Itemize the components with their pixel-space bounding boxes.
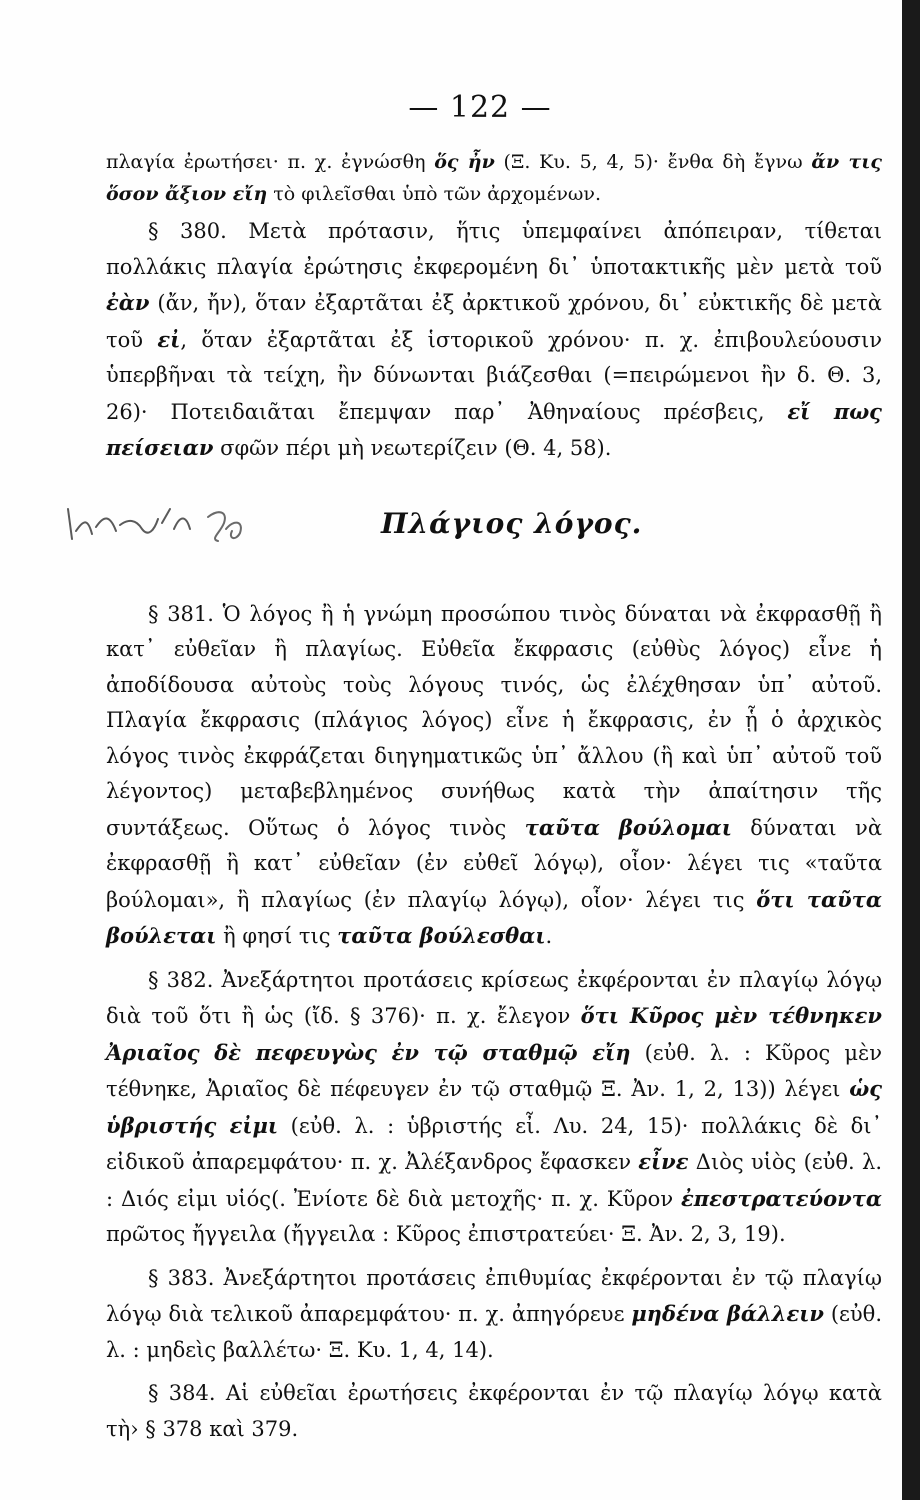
section-380-text-1: § 380. Μετὰ πρότασιν, ἥτις ὑπεμφαίνει ἀπόπειραν, τίθεται πολλάκις πλαγία ἐρώτησις ἐκφερομένη δι᾿ ὑποτακτικῆς μὲν μετὰ τοῦ — [106, 219, 882, 279]
section-383-text-2: (εὐθ. λ. : μηδεὶς βαλλέτω· Ξ. Κυ. 1, 4, 14). — [106, 1302, 883, 1362]
section-381-text-3: ἢ φησί τις — [216, 924, 338, 948]
page-number: — 122 — — [408, 90, 552, 125]
section-383 — [106, 1261, 882, 1369]
section-380-emphasis-2: εἰ — [157, 326, 181, 352]
handwritten-note-icon — [58, 479, 268, 569]
intro-text-1: πλαγία ἐρωτήσει· π. χ. ἐγνώσθη — [106, 151, 435, 173]
section-381-emphasis-1: ταῦτα βούλομαι — [524, 814, 732, 840]
section-380 — [106, 214, 882, 467]
section-380-text-2: (ἄν, ἤν), ὅταν ἐξαρτᾶται ἐξ ἀρκτικοῦ χρόνου, δι᾿ εὐκτικῆς δὲ μετὰ τοῦ — [106, 291, 882, 352]
section-384-text-1: § 384. Αἱ εὐθεῖαι ἐρωτήσεις ἐκφέρονται ἐν τῷ πλαγίῳ λόγῳ κατὰ τὴ› § 378 καὶ 379. — [106, 1381, 882, 1441]
section-heading: Πλάγιος λόγος. — [381, 506, 643, 540]
section-382-emphasis-4: ἐπεστρατεύοντα — [681, 1185, 882, 1211]
section-382-text-5: πρῶτος ἤγγειλα (ἤγγειλα : Κῦρος ἐπιστρατεύει· Ξ. Ἀν. 2, 3, 19). — [106, 1222, 786, 1246]
section-382-text-2: (εὐθ. λ. : Κῦρος μὲν τέθνηκε, Ἀριαῖος δὲ πέφευγεν ἐν τῷ σταθμῷ Ξ. Ἀν. 1, 2, 13)) λέγει — [106, 1040, 882, 1101]
section-382-text-4: Διὸς υἱὸς (εὐθ. λ. : Διός εἰμι υἱός(. Ἐνίοτε δὲ διὰ μετοχῆς· π. χ. Κῦρον — [106, 1150, 882, 1211]
section-382-text-1: § 382. Ἀνεξάρτητοι προτάσεις κρίσεως ἐκφέρονται ἐν πλαγίῳ λόγῳ διὰ τοῦ ὅτι ἢ ὡς (ἴδ. § 376)· π. χ. ἔλεγον — [106, 967, 882, 1028]
section-381-emphasis-2: ὅτι ταῦτα βούλεται — [106, 886, 882, 948]
section-heading-row — [106, 479, 882, 597]
intro-text-3: τὸ φιλεῖσθαι ὑπὸ τῶν ἀρχομένων. — [267, 183, 601, 205]
section-380-text-4: σφῶν πέρι μὴ νεωτερίζειν (Θ. 4, 58). — [213, 436, 612, 460]
section-382-emphasis-2: ὡς ὑβριστής εἰμι — [106, 1076, 882, 1138]
section-381-text-4: . — [545, 924, 553, 948]
intro-paragraph — [106, 146, 882, 210]
section-381-text-1: § 381. Ὁ λόγος ἢ ἡ γνώμη προσώπου τινὸς δύναται νὰ ἐκφρασθῇ ἢ κατ᾿ εὐθεῖαν ἢ πλαγίως. Εὐθεῖα ἔκφρασις (εὐθὺς λόγος) εἶνε ἡ ἀποδίδουσα αὐτοὺς τοὺς λόγους τινός, ὡς ἐλέχθησαν ὑπ᾿ αὐτοῦ. Πλαγία ἔκφρασις (πλάγιος λόγος) εἶνε ἡ ἔκφρασις, ἐν ᾗ ὁ ἀρχικὸς λόγος τινὸς ἐκφράζεται διηγηματικῶς ὑπ᾿ ἄλλου (ἢ καὶ ὑπ᾿ αὐτοῦ τοῦ λέγοντος) μεταβεβλημένος συνήθως κατὰ τὴν ἀπαίτησιν τῆς συντάξεως. Οὕτως ὁ λόγος τινὸς — [106, 601, 882, 840]
intro-text-2: (Ξ. Κυ. 5, 4, 5)· ἔνθα δὴ ἔγνω — [494, 151, 812, 173]
section-380-emphasis-1: ἐὰν — [106, 290, 150, 315]
section-384 — [106, 1376, 882, 1447]
section-383-text-1: § 383. Ἀνεξάρτητοι προτάσεις ἐπιθυμίας ἐκφέρονται ἐν τῷ πλαγίῳ λόγῳ διὰ τελικοῦ ἀπαρεμφάτου· π. χ. ἀπηγόρευε — [106, 1265, 882, 1326]
intro-emphasis-1: ὅς ἦν — [434, 151, 495, 173]
section-381 — [106, 597, 882, 955]
section-380-emphasis-3: εἴ πως πείσειαν — [106, 398, 882, 460]
section-382 — [106, 963, 882, 1253]
section-383-emphasis-1: μηδένα βάλλειν — [631, 1301, 824, 1326]
intro-emphasis-2: ἄν τις ὅσον ἄξιον εἴη — [106, 151, 882, 205]
page-content — [106, 146, 882, 1447]
section-382-emphasis-1: ὅτι Κῦρος μὲν τέθνηκεν Ἀριαῖος δὲ πεφευγὼς ἐν τῷ σταθμῷ εἴη — [106, 1003, 882, 1065]
section-381-emphasis-3: ταῦτα βούλεσθαι — [337, 923, 546, 948]
section-382-text-3: (εὐθ. λ. : ὑβριστής εἶ. Λυ. 24, 15)· πολλάκις δὲ δι᾿ εἰδικοῦ ἀπαρεμφάτου· π. χ. Ἀλέξανδρος ἔφασκεν — [106, 1113, 882, 1174]
section-382-emphasis-3: εἶνε — [638, 1149, 689, 1174]
section-380-text-3: , ὅταν ἐξαρτᾶται ἐξ ἱστορικοῦ χρόνου· π. χ. ἐπιβουλεύουσιν ὑπερβῆναι τὰ τείχη, ἢν δύνωνται βιάζεσθαι (=πειρώμενοι ἢν δ. Θ. 3, 26)· Ποτειδαιᾶται ἔπεμψαν παρ᾿ Ἀθηναίους πρέσβεις, — [106, 327, 882, 424]
section-381-text-2: δύναται νὰ ἐκφρασθῇ ἢ κατ᾿ εὐθεῖαν (ἐν εὐθεῖ λόγῳ), οἷον· λέγει τις «ταῦτα βούλομαι», ἢ πλαγίως (ἐν πλαγίῳ λόγῳ), οἷον· λέγει τις — [106, 815, 883, 912]
